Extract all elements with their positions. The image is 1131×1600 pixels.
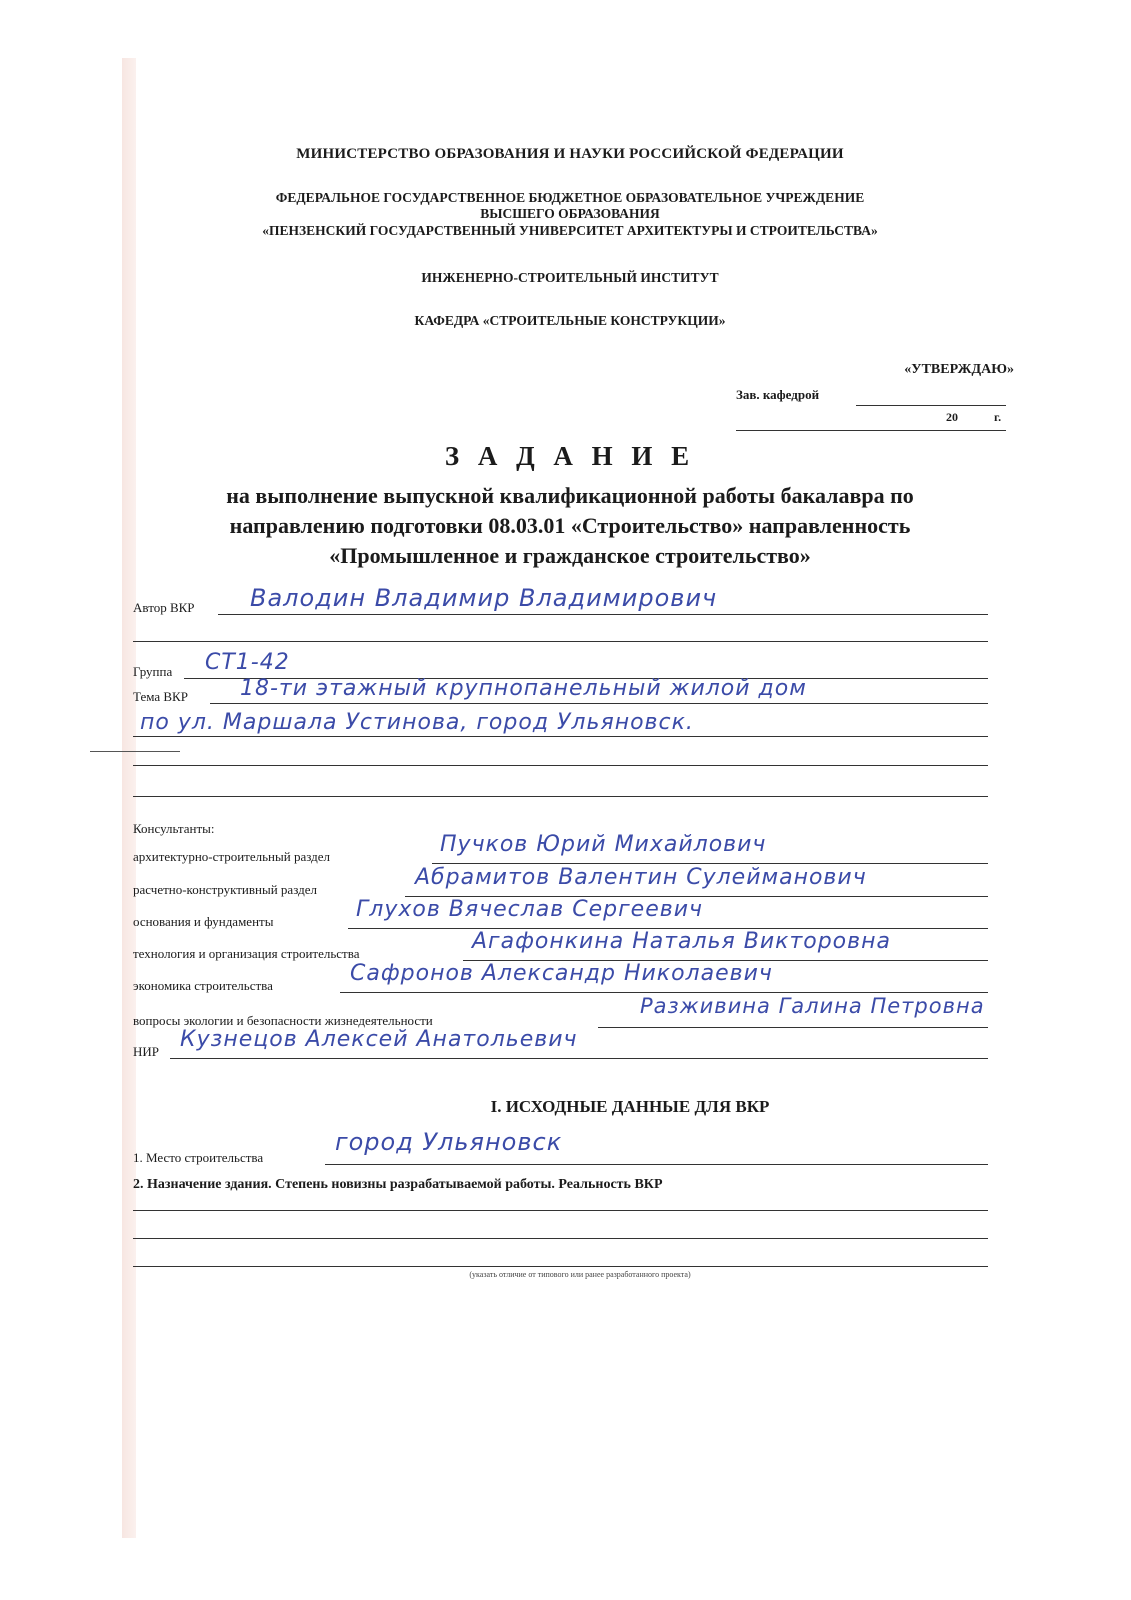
institution-line-2: ВЫСШЕГО ОБРАЗОВАНИЯ	[480, 206, 660, 221]
author-handwritten: Валодин Владимир Владимирович	[250, 584, 718, 612]
consultant-value-foundations: Глухов Вячеслав Сергеевич	[356, 897, 703, 922]
institution-line-3: «ПЕНЗЕНСКИЙ ГОСУДАРСТВЕННЫЙ УНИВЕРСИТЕТ АРХИТЕКТУРЫ И СТРОИТЕЛЬСТВА»	[262, 223, 878, 238]
building-purpose-label: 2. Назначение здания. Степень новизны разрабатываемой работы. Реальность ВКР	[133, 1177, 663, 1192]
year-suffix: г.	[994, 410, 1002, 424]
topic-line-3	[133, 765, 988, 766]
ministry-heading: МИНИСТЕРСТВО ОБРАЗОВАНИЯ И НАУКИ РОССИЙСКОЙ ФЕДЕРАЦИИ	[296, 146, 844, 162]
construction-site-line	[325, 1164, 988, 1165]
topic-line-2	[133, 736, 988, 737]
topic-line-4	[133, 796, 988, 797]
topic-handwritten-1: 18-ти этажный крупнопанельный жилой дом	[240, 676, 807, 701]
institution-line-1: ФЕДЕРАЛЬНОЕ ГОСУДАРСТВЕННОЕ БЮДЖЕТНОЕ ОБРАЗОВАТЕЛЬНОЕ УЧРЕЖДЕНИЕ	[275, 190, 865, 205]
consultant-label-foundations: основания и фундаменты	[133, 914, 274, 929]
topic-handwritten-2: по ул. Маршала Устинова, город Ульяновск.	[140, 710, 694, 735]
department-name: КАФЕДРА «СТРОИТЕЛЬНЫЕ КОНСТРУКЦИИ»	[414, 313, 726, 328]
consultant-value-architecture: Пучков Юрий Михайлович	[440, 832, 767, 857]
section-1-heading: I. ИСХОДНЫЕ ДАННЫЕ ДЛЯ ВКР	[490, 1097, 770, 1116]
consultant-label-research: НИР	[133, 1044, 160, 1059]
approval-date-line	[736, 430, 1006, 431]
building-purpose-line-3	[133, 1266, 988, 1267]
document-title: З А Д А Н И Е	[444, 441, 696, 471]
consultant-label-economics: экономика строительства	[133, 978, 273, 993]
consultant-label-structural: расчетно-конструктивный раздел	[133, 882, 317, 897]
author-line-2	[133, 641, 988, 642]
consultants-heading: Консультанты:	[133, 821, 215, 836]
group-label: Группа	[133, 664, 173, 679]
group-handwritten: СТ1-42	[205, 650, 290, 675]
institute-name: ИНЖЕНЕРНО-СТРОИТЕЛЬНЫЙ ИНСТИТУТ	[421, 270, 719, 285]
consultant-line-economics	[340, 992, 988, 993]
consultant-value-technology: Агафонкина Наталья Викторовна	[472, 929, 891, 954]
topic-label: Тема ВКР	[133, 689, 188, 704]
building-purpose-line-2	[133, 1238, 988, 1239]
title-line-2: направлению подготовки 08.03.01 «Строительство» направленность	[229, 513, 911, 538]
consultant-line-research	[170, 1058, 988, 1059]
consultant-value-research: Кузнецов Алексей Анатольевич	[180, 1027, 578, 1052]
approval-label: «УТВЕРЖДАЮ»	[904, 362, 1014, 377]
construction-site-handwritten: город Ульяновск	[335, 1128, 563, 1156]
topic-line-1	[210, 703, 988, 704]
construction-site-label: 1. Место строительства	[133, 1150, 264, 1165]
title-line-3: «Промышленное и гражданское строительство»	[329, 543, 811, 568]
consultant-value-ecology: Разживина Галина Петровна	[640, 994, 985, 1018]
consultant-label-architecture: архитектурно-строительный раздел	[133, 849, 330, 864]
consultant-value-structural: Абрамитов Валентин Сулейманович	[415, 865, 867, 890]
consultant-label-technology: технология и организация строительства	[133, 946, 360, 961]
head-signature-line	[856, 405, 1006, 406]
head-of-department-label: Зав. кафедрой	[736, 387, 820, 402]
stray-pen-mark	[90, 751, 180, 752]
consultant-value-economics: Сафронов Александр Николаевич	[350, 961, 773, 986]
year-prefix: 20	[946, 410, 958, 424]
consultant-line-architecture	[432, 863, 988, 864]
building-purpose-line-1	[133, 1210, 988, 1211]
title-line-1: на выполнение выпускной квалификационной работы бакалавра по	[226, 483, 914, 508]
consultant-line-ecology	[598, 1027, 988, 1028]
author-line	[218, 614, 988, 615]
author-label: Автор ВКР	[133, 600, 195, 615]
consultant-label-ecology: вопросы экологии и безопасности жизнедеятельности	[133, 1013, 433, 1028]
building-purpose-caption: (указать отличие от типового или ранее разработанного проекта)	[469, 1270, 691, 1279]
